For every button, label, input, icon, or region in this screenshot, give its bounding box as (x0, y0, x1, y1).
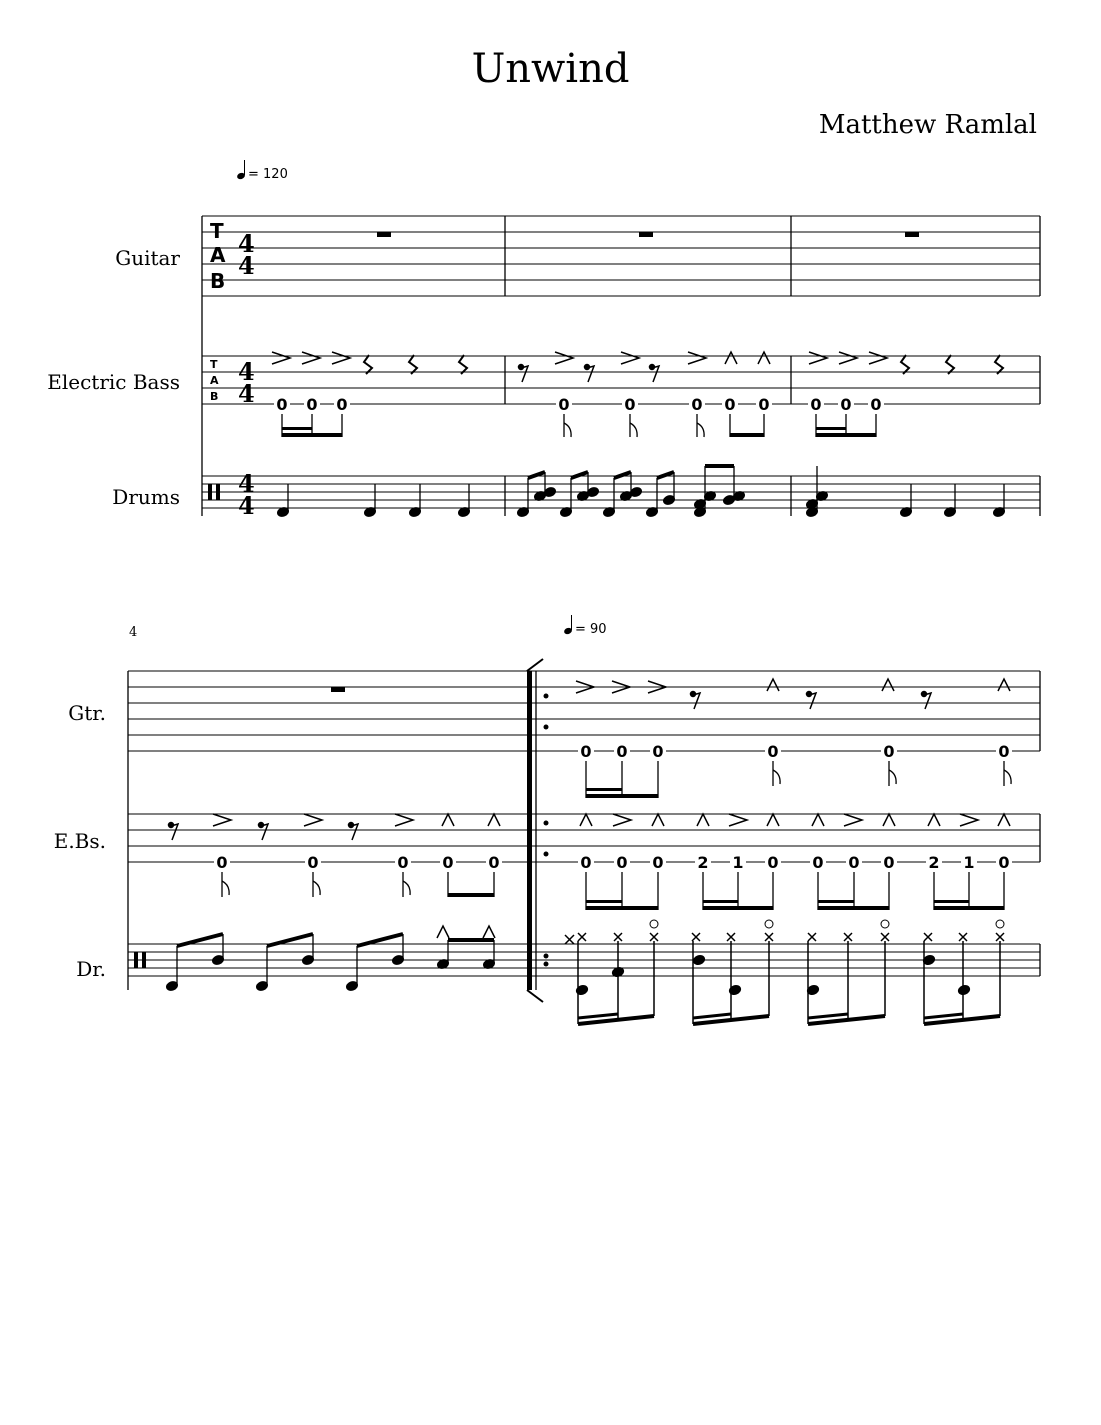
instrument-label-drums-short: Dr. (76, 957, 106, 981)
svg-text:0: 0 (306, 395, 318, 414)
bass-measure-1 (272, 352, 467, 437)
bass-tab-staff-1 (202, 356, 1040, 404)
instrument-label-bass: Electric Bass (47, 370, 180, 394)
drum-measure-4 (165, 926, 495, 992)
drum-measure-1 (276, 484, 470, 518)
svg-text:4: 4 (238, 379, 255, 408)
instrument-label-guitar-short: Gtr. (68, 701, 106, 725)
time-signature-guitar (238, 229, 255, 280)
drum-measure-5 (565, 920, 1004, 1024)
bass-measure-3 (808, 352, 1003, 437)
svg-text:0: 0 (758, 395, 770, 414)
svg-text:0: 0 (616, 742, 628, 761)
svg-text:0: 0 (848, 853, 860, 872)
score-title: Unwind (471, 46, 630, 92)
drum-measure-2 (516, 466, 745, 518)
guitar-measure-5 (576, 679, 1012, 798)
svg-text:0: 0 (652, 853, 664, 872)
svg-text:0: 0 (998, 742, 1010, 761)
svg-text:0: 0 (216, 853, 228, 872)
guitar-tab-staff-1 (202, 216, 1040, 296)
svg-text:4: 4 (238, 469, 255, 498)
svg-text:2: 2 (697, 853, 709, 872)
svg-text:1: 1 (732, 853, 744, 872)
svg-text:0: 0 (810, 395, 822, 414)
svg-text:0: 0 (336, 395, 348, 414)
svg-text:0: 0 (767, 853, 779, 872)
svg-text:0: 0 (870, 395, 882, 414)
time-signature-drums (238, 469, 255, 520)
svg-text:0: 0 (276, 395, 288, 414)
svg-text:0: 0 (397, 853, 409, 872)
svg-text:0: 0 (883, 742, 895, 761)
svg-text:4: 4 (238, 229, 255, 258)
barlines-1 (202, 216, 1040, 516)
svg-text:0: 0 (724, 395, 736, 414)
svg-text:0: 0 (998, 853, 1010, 872)
guitar-tab-clef (210, 219, 226, 293)
guitar-rest-m4 (331, 687, 345, 692)
svg-text:1: 1 (963, 853, 975, 872)
svg-text:0: 0 (616, 853, 628, 872)
bass-measure-4 (169, 814, 503, 897)
svg-text:T: T (210, 358, 218, 371)
svg-text:A: A (210, 374, 219, 387)
svg-text:0: 0 (307, 853, 319, 872)
svg-text:0: 0 (558, 395, 570, 414)
svg-text:B: B (210, 390, 219, 403)
svg-text:0: 0 (624, 395, 636, 414)
tempo-marking-2 (563, 615, 606, 637)
drum-staff-1 (202, 476, 1040, 508)
svg-text:4: 4 (238, 251, 255, 280)
svg-text:4: 4 (238, 357, 255, 386)
svg-text:0: 0 (580, 853, 592, 872)
tempo-text-1: = 120 (248, 167, 288, 182)
bass-tab-clef (210, 358, 219, 403)
guitar-rests-1 (377, 232, 919, 237)
instrument-label-guitar: Guitar (115, 246, 180, 270)
tempo-marking-1 (236, 160, 288, 182)
svg-text:4: 4 (238, 491, 255, 520)
svg-text:0: 0 (691, 395, 703, 414)
svg-text:2: 2 (928, 853, 940, 872)
svg-text:0: 0 (488, 853, 500, 872)
measure-number-4: 4 (129, 625, 138, 640)
instrument-label-drums: Drums (112, 485, 180, 509)
time-signature-bass (238, 357, 255, 408)
svg-text:A: A (210, 243, 226, 267)
svg-text:B: B (210, 269, 226, 293)
svg-text:0: 0 (580, 742, 592, 761)
svg-text:0: 0 (442, 853, 454, 872)
svg-text:0: 0 (883, 853, 895, 872)
instrument-label-bass-short: E.Bs. (53, 829, 106, 853)
tempo-text-2: = 90 (575, 622, 607, 637)
drum-staff-2 (128, 944, 1040, 976)
svg-text:0: 0 (652, 742, 664, 761)
svg-text:0: 0 (767, 742, 779, 761)
composer-name: Matthew Ramlal (818, 110, 1037, 140)
svg-text:0: 0 (812, 853, 824, 872)
svg-text:0: 0 (840, 395, 852, 414)
bass-measure-2 (519, 352, 773, 437)
svg-text:T: T (210, 219, 224, 243)
